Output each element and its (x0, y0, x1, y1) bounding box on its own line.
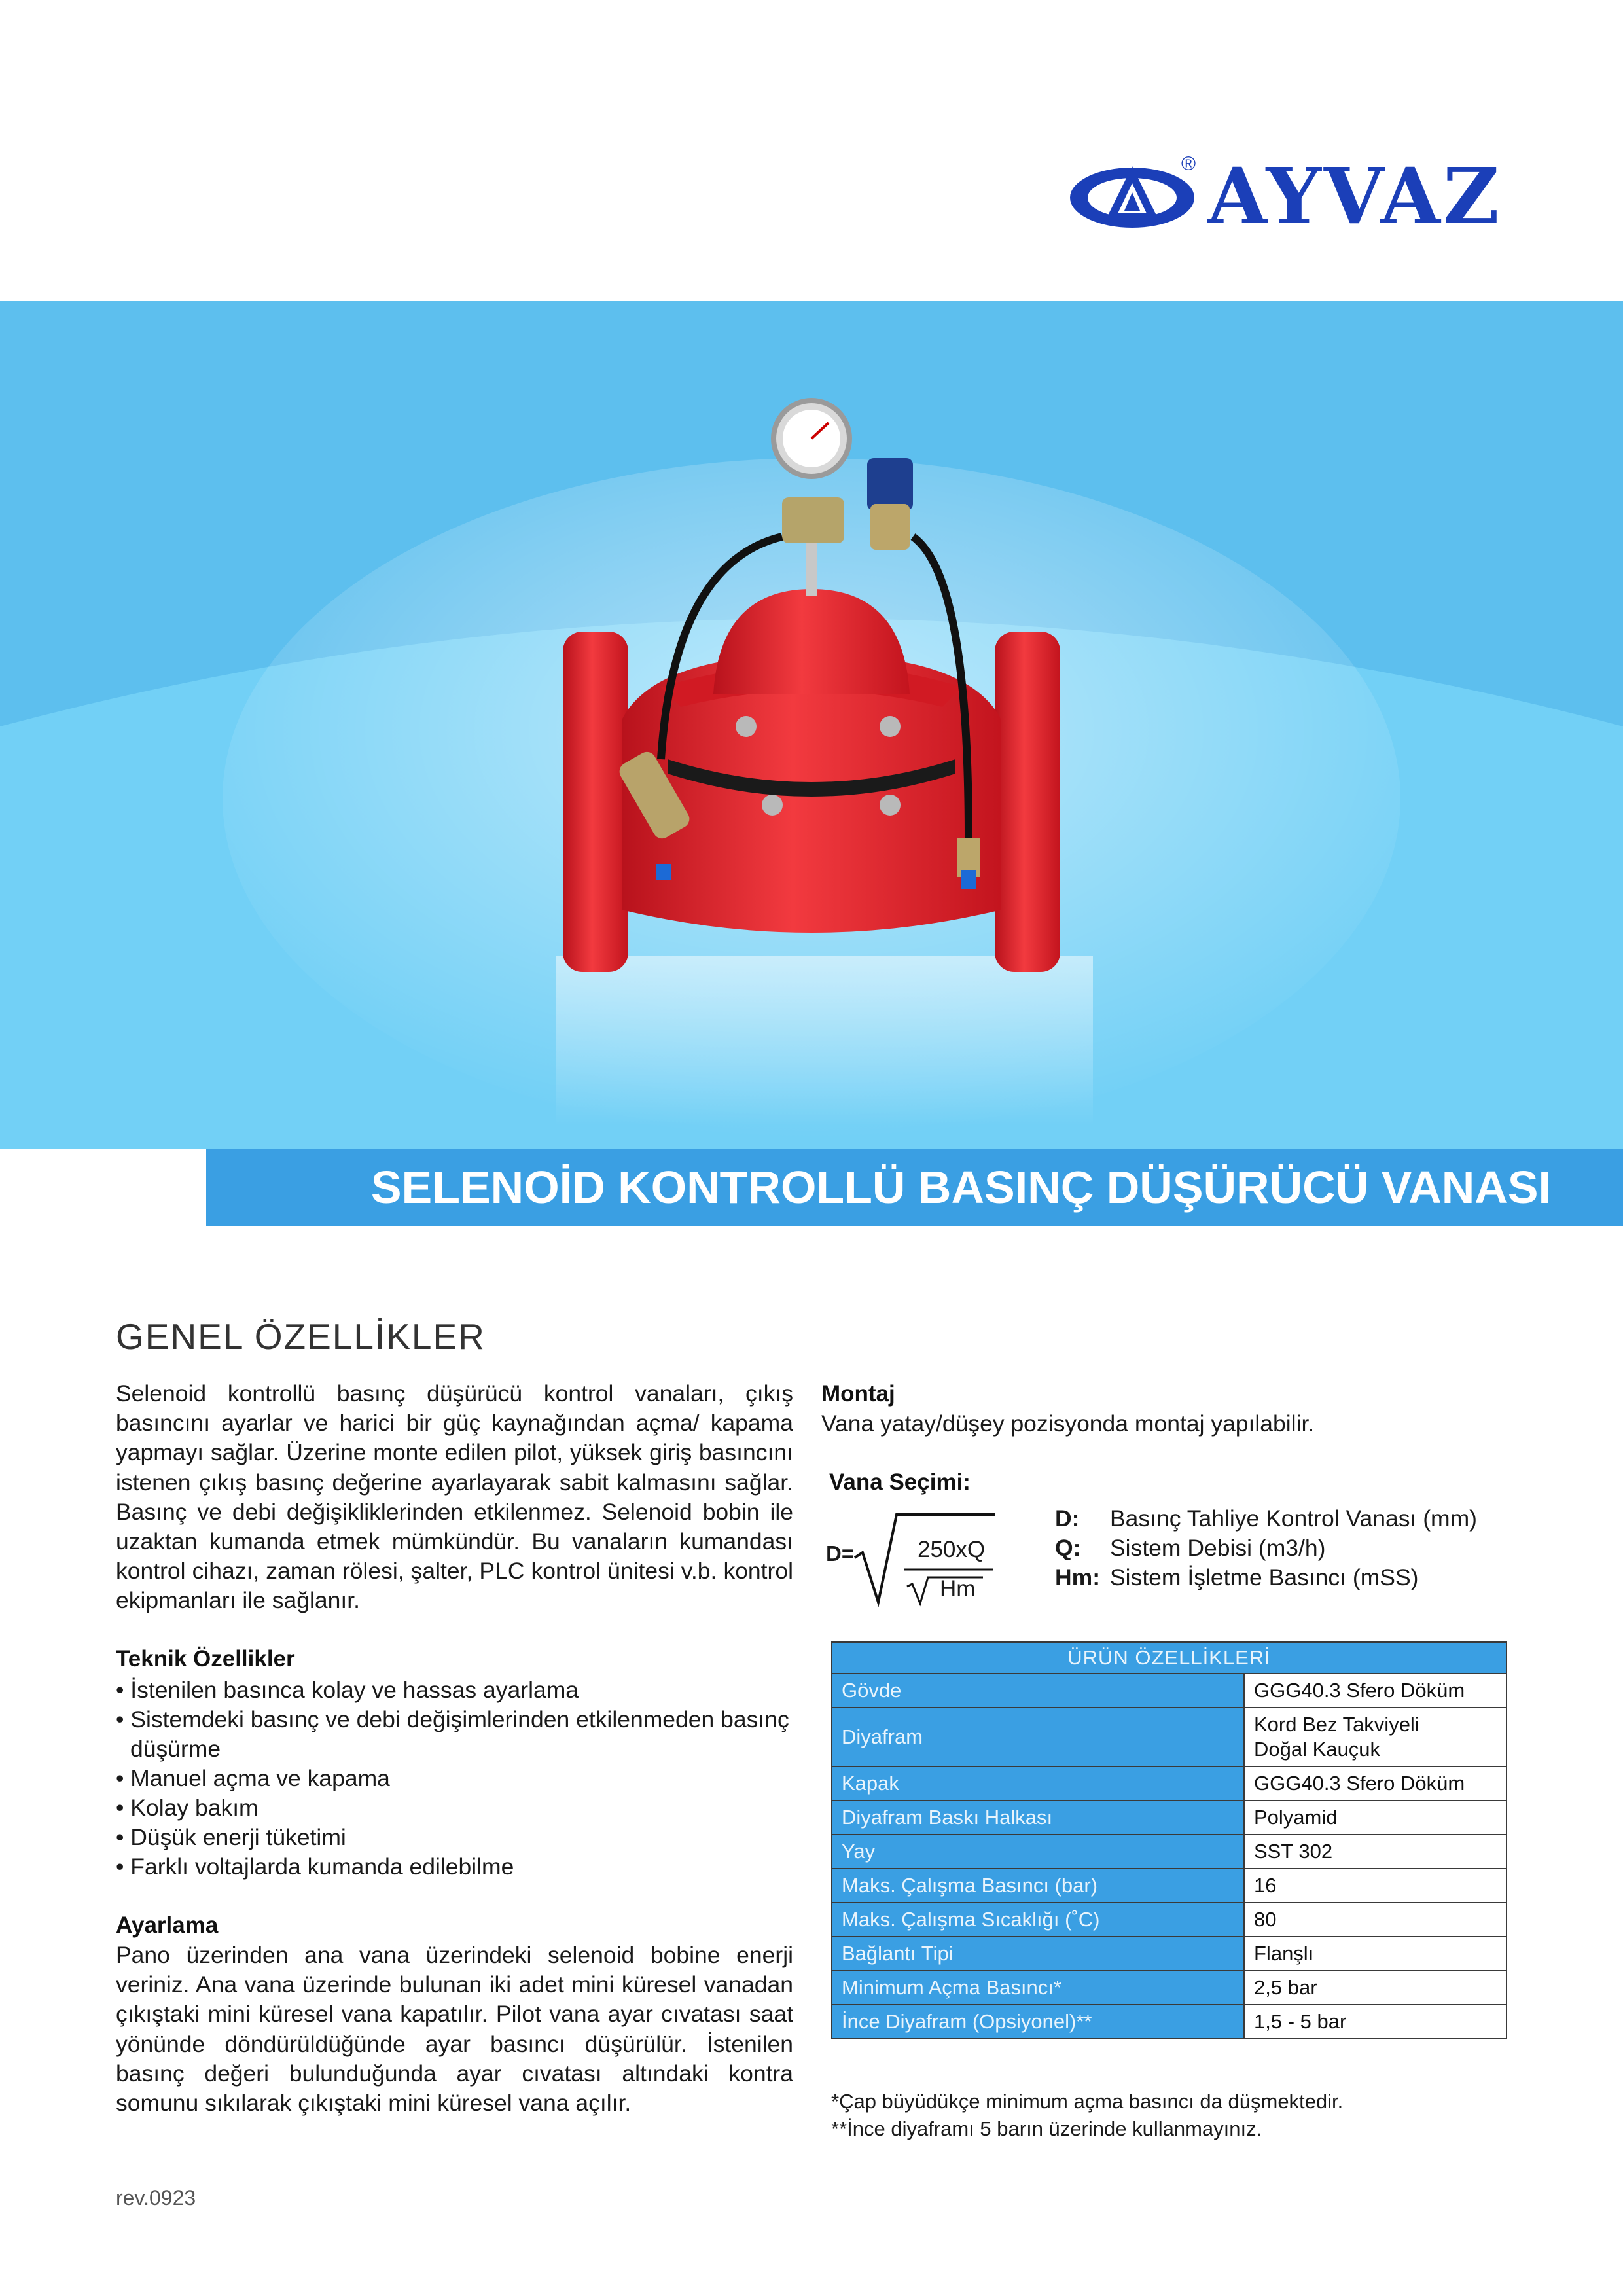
list-item: • İstenilen basınca kolay ve hassas ayarlama (116, 1677, 579, 1703)
table-row: Maks. Çalışma Basıncı (bar) 16 (832, 1869, 1507, 1903)
footnotes (831, 2088, 1343, 2143)
table-row: Diyafram Baskı Halkası Polyamid (832, 1801, 1507, 1835)
general-intro-text: Selenoid kontrollü basınç düşürücü kontrol vanaları, çıkış basıncını ayarlar ve harici bir güç kaynağından açma/ kapama yapmayı sağlar. Üzerine monte edilen pilot, yüksek giriş basıncını istenen çıkış basınç değerine ayarlayarak sabit kalmasını sağlar. Basınç ve debi değişikliklerinden etkilenmez. Selenoid bobin ile uzaktan kumanda etmek mümkündür. Bu vanaların kumandası kontrol cihazı, zaman rölesi, şalter, PLC kontrol ünitesi v.b. kontrol ekipmanları ile sağlanır. (116, 1380, 793, 1614)
list-item: • Farklı voltajlarda kumanda edilebilme (116, 1854, 514, 1880)
footnote: *Çap büyüdükçe minimum açma basıncı da düşmektedir. (831, 2090, 1344, 2113)
mounting-heading: Montaj (821, 1381, 895, 1407)
mounting-text: Vana yatay/düşey pozisyonda montaj yapılabilir. (821, 1410, 1315, 1437)
table-row: Bağlantı Tipi Flanşlı (832, 1937, 1507, 1971)
selection-legend (1055, 1505, 1526, 1594)
formula-numerator: 250xQ (918, 1537, 986, 1562)
legend-row: Q: Sistem Debisi (m3/h) (1055, 1535, 1326, 1561)
list-item: • Sistemdeki basınç ve debi değişimlerinden etkilenmeden basınç düşürme (116, 1706, 789, 1762)
ayvaz-emblem-icon (1067, 157, 1198, 236)
table-row: Yay SST 302 (832, 1835, 1507, 1869)
page-title: SELENOİD KONTROLLÜ BASINÇ DÜŞÜRÜCÜ VANASI (370, 1162, 1551, 1213)
table-row: Maks. Çalışma Sıcaklığı (˚C) 80 (832, 1903, 1507, 1937)
table-row: İnce Diyafram (Opsiyonel)** 1,5 - 5 bar (832, 2005, 1507, 2039)
technical-features-list (116, 1676, 810, 1882)
table-header-row (832, 1642, 1507, 1674)
table-row: Diyafram Kord Bez Takviyeli Doğal Kauçuk (832, 1708, 1507, 1767)
table-row: Gövde GGG40.3 Sfero Döküm (832, 1674, 1507, 1708)
brand-name: AYVAZ (1207, 151, 1502, 242)
formula-lhs: D= (826, 1541, 855, 1566)
adjustment-heading: Ayarlama (116, 1912, 219, 1938)
legend-row: D: Basınç Tahliye Kontrol Vanası (mm) (1055, 1505, 1477, 1532)
spec-table-heading: ÜRÜN ÖZELLİKLERİ (832, 1642, 1507, 1674)
list-item: • Düşük enerji tüketimi (116, 1824, 346, 1850)
footnote: **İnce diyaframı 5 barın üzerinde kullanmayınız. (831, 2117, 1262, 2140)
table-row: Minimum Açma Basıncı* 2,5 bar (832, 1971, 1507, 2005)
revision-label: rev.0923 (116, 2186, 196, 2210)
adjustment-text: Pano üzerinden ana vana üzerindeki selenoid bobine enerji veriniz. Ana vana üzerinde bulunan iki adet mini küresel vanadan çıkıştaki mini küresel vana kapatılır. Pilot vana ayar cıvatası saat yönünde döndürüldüğünde ayar basıncı düşürülür. İstenilen basınç değeri bulunduğunda ayar cıvatası altındaki kontra somunu sıkılarak çıkıştaki mini küresel vana açılır. (116, 1942, 793, 2117)
table-row: Kapak GGG40.3 Sfero Döküm (832, 1767, 1507, 1801)
list-item: • Kolay bakım (116, 1795, 259, 1821)
formula-denominator: Hm (940, 1576, 976, 1602)
general-heading: GENEL ÖZELLİKLER (116, 1316, 486, 1357)
selection-formula (826, 1505, 1061, 1610)
valve-product-image (0, 301, 1623, 1149)
legend-row: Hm: Sistem İşletme Basıncı (mSS) (1055, 1564, 1419, 1590)
list-item: • Manuel açma ve kapama (116, 1765, 390, 1791)
technical-heading: Teknik Özellikler (116, 1646, 295, 1672)
hero-banner (0, 301, 1623, 1149)
registered-mark: ® (1181, 153, 1196, 175)
title-band (206, 1149, 1623, 1226)
brand-logo (1067, 151, 1512, 242)
selection-heading: Vana Seçimi: (829, 1469, 971, 1495)
product-spec-table (831, 1641, 1507, 2039)
